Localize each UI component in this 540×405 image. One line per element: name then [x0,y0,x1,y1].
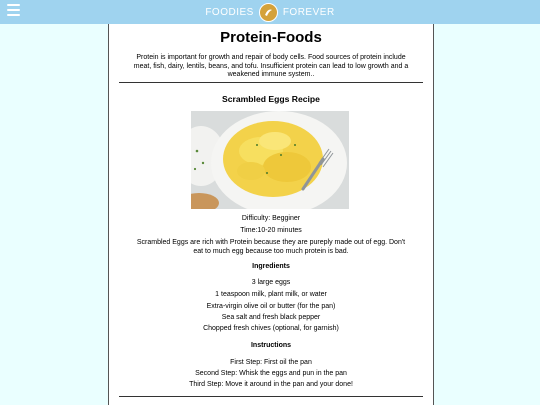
ingredient-item: Extra-virgin olive oil or butter (for the pan) [206,303,336,310]
difficulty-label: Difficulty: Begginer [241,215,301,222]
divider [119,396,423,397]
instruction-step: First Step: First oil the pan [230,359,312,366]
top-navbar [0,0,540,24]
time-label: Time:10-20 minutes [240,227,302,234]
intro-text: Protein is important for growth and repair of body cells. Food sources of protein include meat, fish, dairy, lentils, beans, and tofu. Insufficient protein can lead to low growth and a weakened immune system.. [133,54,409,79]
content-panel [108,24,434,405]
instruction-step: Second Step: Whisk the eggs and pun in the pan [195,370,347,377]
instruction-step: Third Step: Move it around in the pan and your done! [189,381,353,388]
ingredient-item: 3 large eggs [251,279,291,286]
divider [119,82,423,83]
ingredients-heading: Ingredients [252,263,290,270]
recipe-description: Scrambled Eggs are rich with Protein because they are pureply made out of egg. Don't eat to much egg because too much protein is bad. [136,239,406,255]
site-logo[interactable] [0,0,540,24]
instructions-heading: Instructions [250,342,292,349]
brand-left: FOODIES [205,6,254,18]
recipe-title: Scrambled Eggs Recipe [222,94,320,104]
brand-right: FOREVER [282,6,335,18]
page-title: Protein-Foods [220,29,322,46]
logo-emblem-icon [259,3,278,22]
ingredient-item: 1 teaspoon milk, plant milk, or water [215,291,327,298]
scrambled-eggs-photo [191,111,349,209]
ingredient-item: Sea salt and fresh black pepper [221,314,321,321]
ingredient-item: Chopped fresh chives (optional, for garnish) [203,325,339,332]
